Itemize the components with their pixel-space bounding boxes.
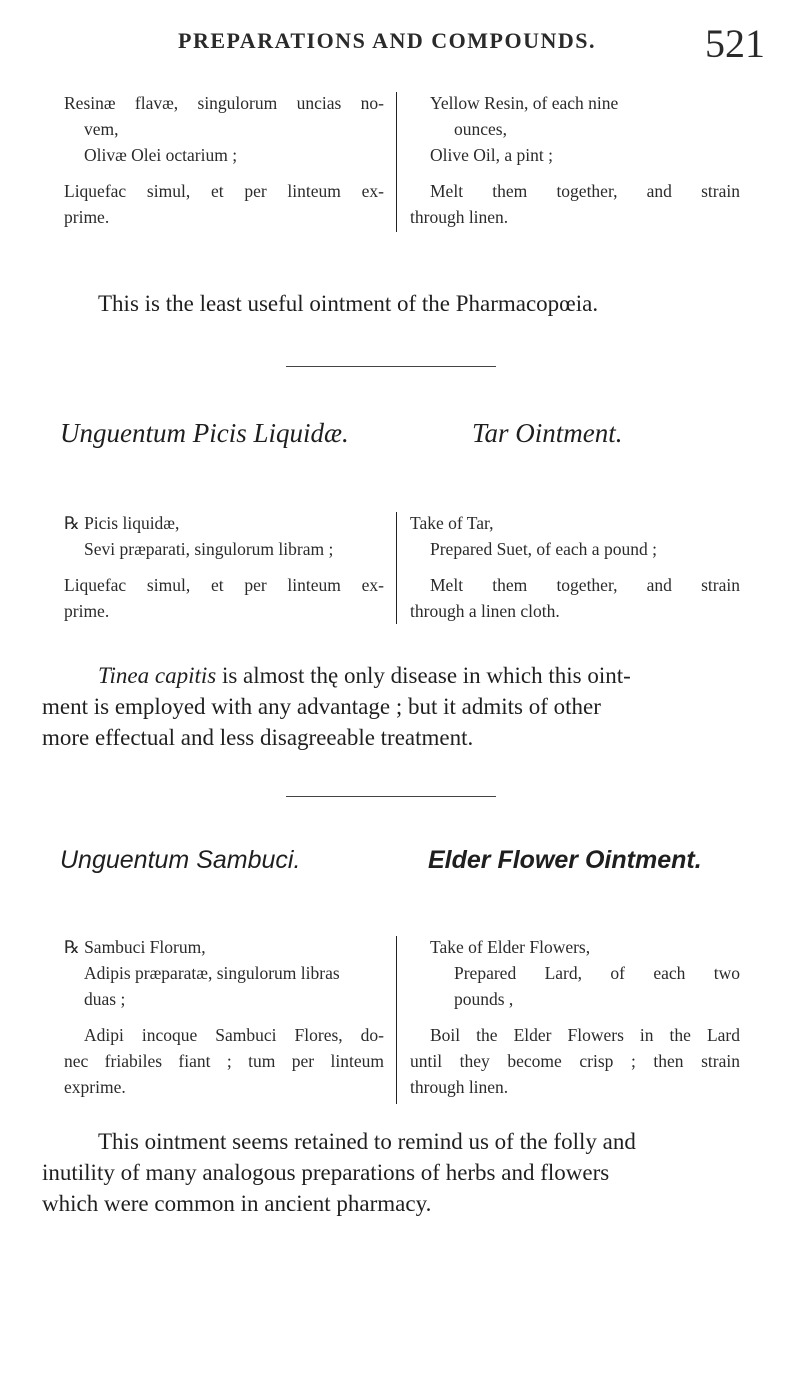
latin-line: Adipis præparatæ, singulorum libras — [84, 963, 340, 983]
english-line: Take of Tar, — [410, 513, 494, 533]
english-recipe-2 — [410, 510, 740, 624]
english-line: pounds , — [454, 989, 514, 1009]
commentary-2: Tinea capitis is almost thę only disease in which this oint- ment is employed with any advantage ; but it admits of other more effectual and less disagreeable treatment. — [42, 663, 631, 750]
latin-title: Unguentum Picis Liquidæ. — [60, 418, 349, 448]
latin-line: prime. — [64, 601, 110, 621]
latin-line: prime. — [64, 207, 110, 227]
english-line: Melt them together, and strain — [430, 181, 740, 201]
commentary-3: This ointment seems retained to remind us of the folly and inutility of many analogous preparations of herbs and flowers which were common in ancient pharmacy. — [42, 1129, 636, 1216]
english-line: until they become crisp ; then strain — [410, 1051, 740, 1071]
latin-recipe-1 — [64, 90, 384, 230]
latin-line: Sevi præparati, singulorum libram ; — [84, 539, 334, 559]
english-line: Prepared Suet, of each a pound ; — [430, 539, 657, 559]
section-rule — [286, 796, 496, 797]
latin-line: exprime. — [64, 1077, 126, 1097]
english-line: ounces, — [454, 119, 507, 139]
latin-line: Liquefac simul, et per linteum ex- — [64, 181, 384, 201]
page-number: 521 — [705, 21, 765, 66]
column-divider — [396, 512, 397, 624]
latin-line: Olivæ Olei octarium ; — [84, 145, 238, 165]
english-line: Prepared Lard, of each two — [454, 963, 740, 983]
latin-line: nec friabiles fiant ; tum per linteum — [64, 1051, 384, 1071]
section-rule — [286, 366, 496, 367]
english-line: Boil the Elder Flowers in the Lard — [430, 1025, 740, 1045]
latin-line: Resinæ flavæ, singulorum uncias no- — [64, 93, 384, 113]
english-recipe-1 — [410, 90, 740, 230]
english-line: Melt them together, and strain — [430, 575, 740, 595]
latin-recipe-2 — [64, 510, 384, 624]
english-line: through linen. — [410, 207, 509, 227]
english-recipe-3 — [410, 934, 740, 1100]
english-line: through a linen cloth. — [410, 601, 560, 621]
latin-line: duas ; — [84, 989, 126, 1009]
latin-line: Adipi incoque Sambuci Flores, do- — [84, 1025, 384, 1045]
english-title: Tar Ointment. — [472, 418, 623, 448]
latin-line: ℞ Sambuci Florum, — [64, 937, 206, 957]
latin-line: Liquefac simul, et per linteum ex- — [64, 575, 384, 595]
english-line: Yellow Resin, of each nine — [430, 93, 619, 113]
column-divider — [396, 936, 397, 1104]
italic-term: Tinea capitis — [98, 663, 217, 688]
latin-recipe-3 — [64, 934, 384, 1100]
latin-line: ℞ Picis liquidæ, — [64, 513, 180, 533]
commentary-1: This is the least useful ointment of the Pharmacopœia. — [98, 291, 599, 316]
english-line: Take of Elder Flowers, — [430, 937, 591, 957]
english-title: Elder Flower Ointment. — [428, 846, 702, 874]
english-line: through linen. — [410, 1077, 509, 1097]
running-head: PREPARATIONS AND COMPOUNDS. — [178, 28, 596, 53]
english-line: Olive Oil, a pint ; — [430, 145, 553, 165]
latin-line: vem, — [84, 119, 119, 139]
latin-title: Unguentum Sambuci. — [60, 846, 301, 874]
column-divider — [396, 92, 397, 232]
